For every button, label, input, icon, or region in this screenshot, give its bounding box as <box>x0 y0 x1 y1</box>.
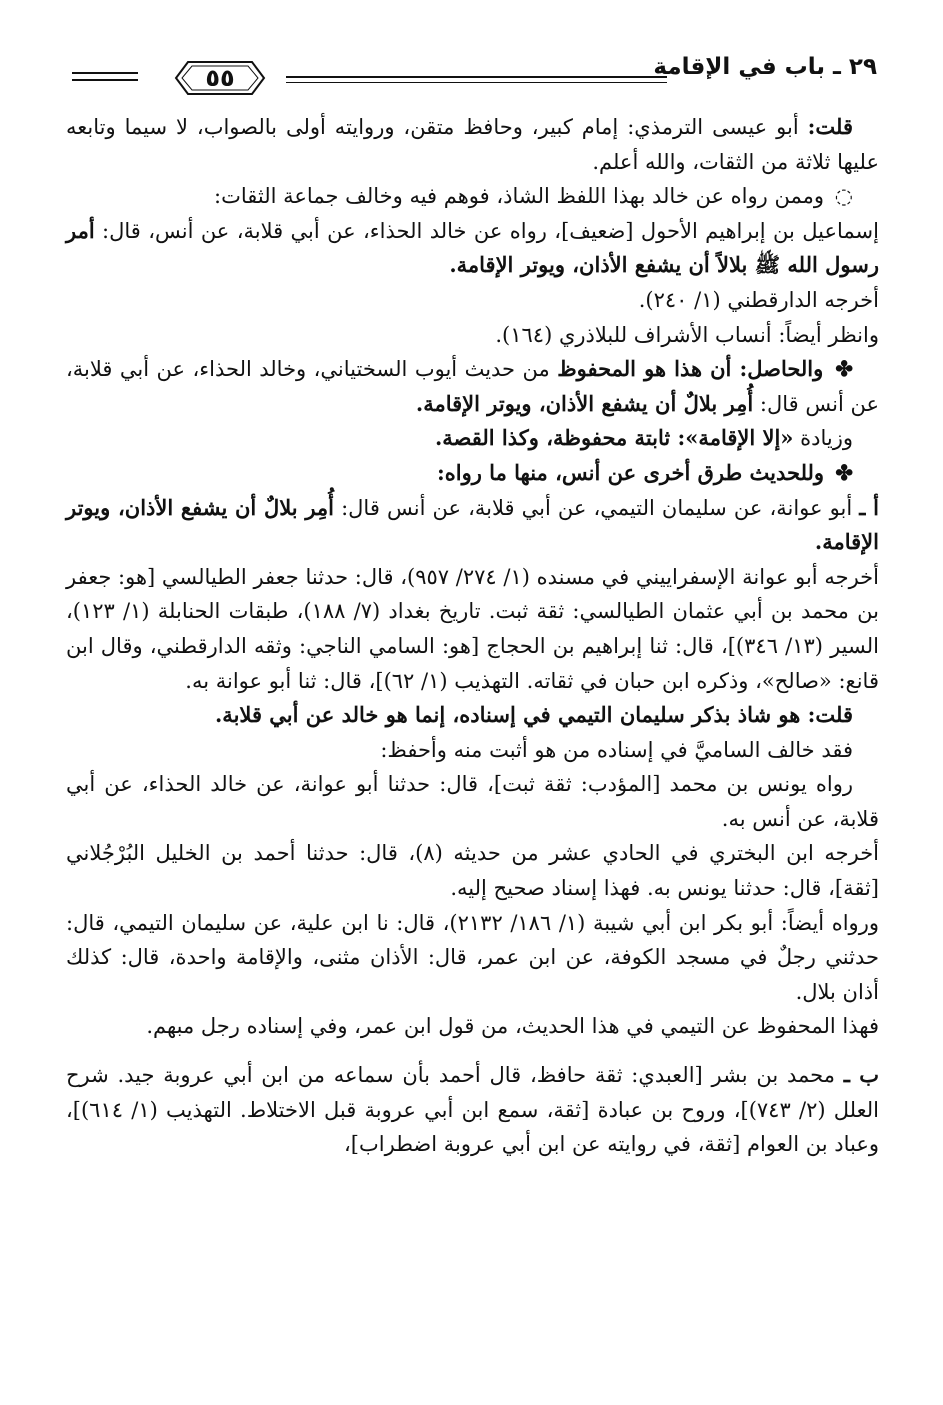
flower-bullet-icon: ✤ <box>835 459 853 485</box>
page-number-frame <box>174 60 266 96</box>
bold-text: أمر رسول الله ﷺ بلالاً أن يشفع الأذان، ويوتر الإقامة. <box>66 217 879 278</box>
paragraph <box>66 560 879 698</box>
paragraph <box>66 283 879 318</box>
bold-text: والحاصل: أن هذا هو المحفوظ <box>557 356 832 382</box>
text: وممن رواه عن خالد بهذا اللفظ الشاذ، فوهم فيه وخالف جماعة الثقات: <box>214 184 831 209</box>
header-rule <box>72 79 138 81</box>
header-rule <box>286 76 667 78</box>
text: أخرجه أبو عوانة الإسفراييني في مسنده (١/ ٢٧٤/ ٩٥٧)، قال: حدثنا جعفر الطيالسي [هو: جعفر بن محمد بن أبي عثمان الطيالسي: ثقة ثبت. تاريخ بغداد (٧/ ١٨٨)، طبقات الحنابلة (١/ ١٢٣)، السير (١٣/ ٣٤٦)]، قال: ثنا إبراهيم بن الحجاج [هو: السامي الناجي: وثقه الدارقطني، وقال ابن قانع: «صالح»، وذكره ابن حبان في ثقاته. التهذيب (١/ ٦٢)]، قال: ثنا أبو عوانة به. <box>66 564 879 693</box>
paragraph <box>66 733 879 768</box>
paragraph <box>66 836 879 905</box>
paragraph <box>66 767 879 836</box>
paragraph <box>66 1058 879 1162</box>
bold-text: «إلا الإقامة»: ثابتة محفوظة، وكذا القصة. <box>434 425 794 451</box>
bold-text: قلت: هو شاذ بذكر سليمان التيمي في إسناده، إنما هو خالد عن أبي قلابة. <box>215 702 853 728</box>
text: ورواه أيضاً: أبو بكر ابن أبي شيبة (١/ ١٨٦/ ٢١٣٢)، قال: نا ابن علية، عن سليمان التيمي، قال: حدثني رجلٌ في مسجد الكوفة، عن ابن عمر، قال: الأذان مثنى، والإقامة واحدة، قال: كذلك أذان بلال. <box>66 910 879 1004</box>
text: أخرجه ابن البختري في الحادي عشر من حديثه (٨)، قال: حدثنا أحمد بن الخليل البُرْجُلاني [ثقة]، قال: حدثنا يونس به. فهذا إسناد صحيح إليه. <box>66 841 880 901</box>
page-number: ٥٥ <box>205 64 235 92</box>
text: أبو عوانة، عن سليمان التيمي، عن أبي قلابة، عن أنس قال: <box>334 495 860 520</box>
list-marker: ب ـ <box>843 1062 880 1088</box>
bullet-icon: ◌ <box>834 183 853 209</box>
text: من حديث أيوب السختياني، وخالد الحذاء، عن أبي قلابة، عن أنس قال: <box>66 357 879 416</box>
chapter-title: ٢٩ ـ باب في الإقامة <box>653 54 877 80</box>
paragraph <box>66 179 879 214</box>
bold-text: أُمِر بلالٌ أن يشفع الأذان، ويوتر الإقامة. <box>415 390 754 416</box>
text: وانظر أيضاً: أنساب الأشراف للبلاذري (١٦٤). <box>495 322 879 347</box>
paragraph <box>66 456 879 491</box>
header-rule <box>72 72 138 74</box>
page-header <box>66 46 879 98</box>
header-rule <box>286 82 667 83</box>
bold-text: قلت: <box>807 114 853 139</box>
paragraph <box>66 352 879 421</box>
text: محمد بن بشر [العبدي: ثقة حافظ، قال أحمد بأن سماعه من ابن أبي عروبة جيد. شرح العلل (٢/ ٧٤٣)]، وروح بن عبادة [ثقة، سمع ابن أبي عروبة قبل الاختلاط. التهذيب (١/ ٦١٤)]، وعباد بن العوام [ثقة، في روايته عن ابن أبي عروبة اضطراب]، <box>66 1063 879 1157</box>
paragraph <box>66 214 879 283</box>
list-marker: أ ـ <box>859 494 879 520</box>
page-body <box>66 110 879 1162</box>
text: أبو عيسى الترمذي: إمام كبير، وحافظ متقن، وروايته أولى بالصواب، لا سيما وتابعه عليها ثلاثة من الثقات، والله أعلم. <box>66 115 879 174</box>
bold-text: أُمِر بلالٌ أن يشفع الأذان، ويوتر الإقامة. <box>66 494 879 555</box>
paragraph <box>66 421 879 456</box>
paragraph <box>66 491 879 560</box>
text: فهذا المحفوظ عن التيمي في هذا الحديث، من قول ابن عمر، وفي إسناده رجل مبهم. <box>146 1014 879 1039</box>
text: وزيادة <box>793 426 853 451</box>
text: رواه يونس بن محمد [المؤدب: ثقة ثبت]، قال: حدثنا أبو عوانة، عن خالد الحذاء، عن أبي قلابة، عن أنس به. <box>66 772 879 831</box>
paragraph <box>66 1009 879 1044</box>
flower-bullet-icon: ✤ <box>835 356 853 382</box>
spacer <box>66 1044 879 1058</box>
bold-text: وللحديث طرق أخرى عن أنس، منها ما رواه: <box>437 459 832 485</box>
paragraph <box>66 110 879 179</box>
text: فقد خالف الساميَّ في إسناده من هو أثبت منه وأحفظ: <box>380 737 853 762</box>
paragraph <box>66 698 879 733</box>
text: إسماعيل بن إبراهيم الأحول [ضعيف]، رواه عن خالد الحذاء، عن أبي قلابة، عن أنس، قال: <box>94 218 879 243</box>
text: أخرجه الدارقطني (١/ ٢٤٠). <box>638 287 879 312</box>
paragraph <box>66 906 879 1010</box>
paragraph <box>66 318 879 353</box>
